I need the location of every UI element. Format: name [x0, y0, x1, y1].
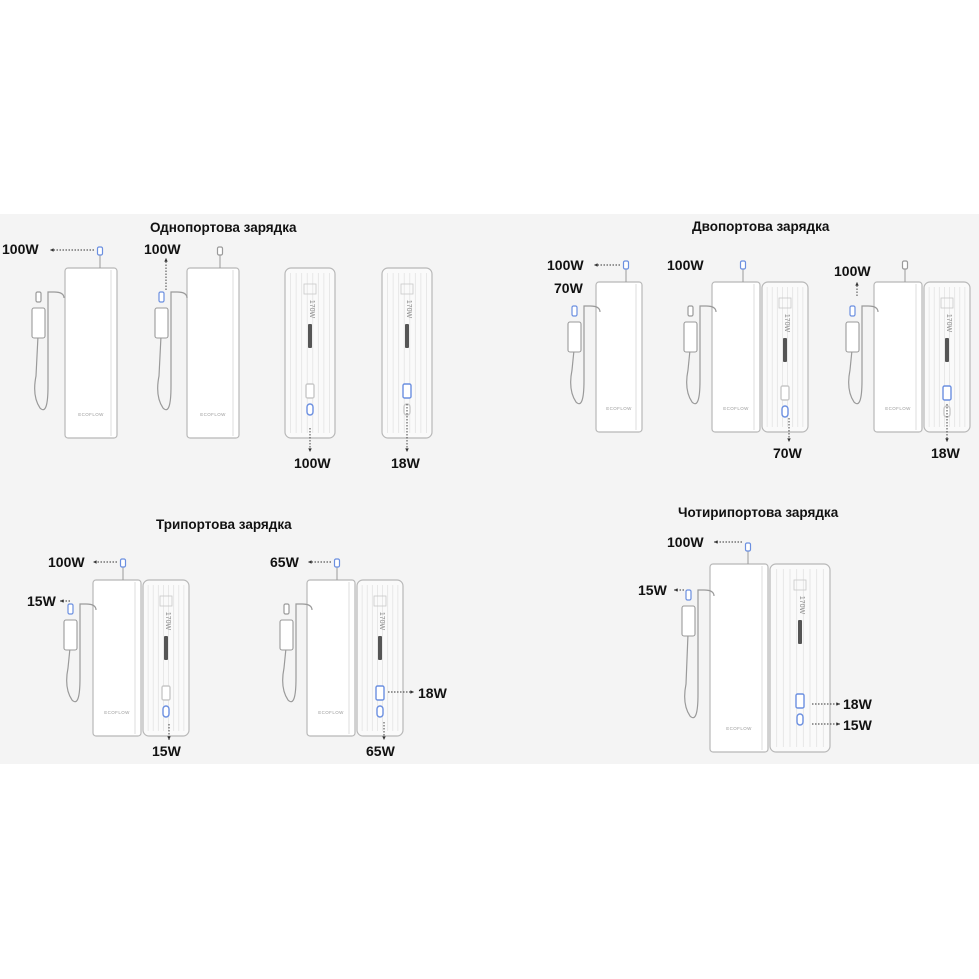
side-led-bar	[405, 324, 409, 348]
usb-a-port	[781, 386, 789, 400]
label-dual-3-side: 100W	[834, 263, 871, 279]
label-dual-2-bottom: 70W	[773, 445, 802, 461]
usb-a-port	[306, 384, 314, 398]
usb-c-port	[377, 706, 383, 717]
usb-a-port	[943, 386, 951, 400]
label-dual-2-top: 100W	[667, 257, 704, 273]
single-device-1	[32, 247, 117, 438]
pointer-arrowhead	[674, 588, 678, 591]
label-single-3-bottom: 100W	[294, 455, 331, 471]
side-wattage-mark: 170W	[308, 299, 315, 319]
triple-device-2	[280, 559, 403, 736]
ecoflow-logo: ECOFLOW	[726, 726, 752, 731]
side-wattage-mark: 170W	[378, 611, 385, 631]
side-led-bar	[798, 620, 802, 644]
pointer-arrowhead	[410, 690, 414, 693]
side-wattage-mark: 170W	[783, 313, 790, 333]
side-led-bar	[783, 338, 787, 362]
single-device-4	[382, 268, 432, 438]
pointer-arrowhead	[405, 448, 408, 452]
pointer-arrowhead	[308, 448, 311, 452]
label-triple-1-top: 100W	[48, 554, 85, 570]
side-cable-plug	[159, 292, 164, 302]
cable-connector	[280, 620, 293, 650]
ecoflow-logo: ECOFLOW	[318, 710, 344, 715]
single-device-2	[155, 247, 239, 438]
cable-connector	[846, 322, 859, 352]
top-cable-plug	[903, 261, 908, 269]
side-wattage-mark: 170W	[798, 595, 805, 615]
label-triple-1-bottom: 15W	[152, 743, 181, 759]
cable-connector	[568, 322, 581, 352]
pointer-arrowhead	[93, 560, 97, 563]
label-triple-2-top: 65W	[270, 554, 299, 570]
label-quad-right-lower: 15W	[843, 717, 872, 733]
label-single-4-bottom: 18W	[391, 455, 420, 471]
label-dual-1-top: 100W	[547, 257, 584, 273]
label-triple-1-side: 15W	[27, 593, 56, 609]
top-cable-plug	[121, 559, 126, 567]
cable-connector	[155, 308, 168, 338]
side-cable-plug	[850, 306, 855, 316]
pointer-arrowhead	[164, 258, 167, 262]
pointer-arrowhead	[594, 263, 598, 266]
pointer-arrowhead	[167, 736, 170, 740]
pointer-arrowhead	[60, 599, 64, 602]
ecoflow-logo: ECOFLOW	[723, 406, 749, 411]
pointer-arrowhead	[714, 540, 718, 543]
pointer-arrowhead	[50, 248, 54, 251]
usb-c-port	[797, 714, 803, 725]
cable-connector	[32, 308, 45, 338]
label-triple-2-right: 18W	[418, 685, 447, 701]
side-led-bar	[308, 324, 312, 348]
triple-device-1	[64, 559, 189, 736]
side-wattage-mark: 170W	[945, 313, 952, 333]
label-dual-3-bottom: 18W	[931, 445, 960, 461]
cable-connector	[684, 322, 697, 352]
ecoflow-logo: ECOFLOW	[200, 412, 226, 417]
section-title-quad: Чотирипортова зарядка	[678, 505, 839, 520]
side-led-bar	[945, 338, 949, 362]
label-quad-top: 100W	[667, 534, 704, 550]
top-cable-plug	[335, 559, 340, 567]
usb-a-port	[162, 686, 170, 700]
side-cable-plug	[572, 306, 577, 316]
label-single-2-side: 100W	[144, 241, 181, 257]
dual-device-1	[568, 261, 642, 432]
top-cable-plug	[624, 261, 629, 269]
pointer-arrowhead	[945, 438, 948, 442]
pointer-arrowhead	[787, 438, 790, 442]
power-bank-front	[710, 564, 768, 752]
ecoflow-logo: ECOFLOW	[104, 710, 130, 715]
label-triple-2-bottom: 65W	[366, 743, 395, 759]
top-cable-plug	[98, 247, 103, 255]
pointer-arrowhead	[836, 702, 840, 705]
section-title-dual: Двопортова зарядка	[692, 219, 830, 234]
cable-connector	[682, 606, 695, 636]
cable-connector	[64, 620, 77, 650]
usb-c-port	[163, 706, 169, 717]
single-device-3	[285, 268, 335, 438]
side-cable-plug	[68, 604, 73, 614]
top-cable-plug	[746, 543, 751, 551]
label-quad-side: 15W	[638, 582, 667, 598]
side-wattage-mark: 170W	[405, 299, 412, 319]
usb-c-port	[782, 406, 788, 417]
label-single-1-top: 100W	[2, 241, 39, 257]
label-dual-1-side: 70W	[554, 280, 583, 296]
usb-a-port	[796, 694, 804, 708]
ecoflow-logo: ECOFLOW	[78, 412, 104, 417]
dual-device-2	[684, 261, 808, 432]
top-cable-plug	[741, 261, 746, 269]
ecoflow-logo: ECOFLOW	[606, 406, 632, 411]
label-quad-right-upper: 18W	[843, 696, 872, 712]
usb-a-port	[376, 686, 384, 700]
side-led-bar	[164, 636, 168, 660]
section-title-triple: Трипортова зарядка	[156, 517, 292, 532]
pointer-arrowhead	[382, 736, 385, 740]
ecoflow-logo: ECOFLOW	[885, 406, 911, 411]
pointer-arrowhead	[836, 722, 840, 725]
side-cable-plug	[688, 306, 693, 316]
usb-c-port	[307, 404, 313, 415]
top-cable-plug	[218, 247, 223, 255]
dual-device-3	[846, 261, 970, 432]
quad-device	[682, 543, 830, 752]
pointer-arrowhead	[308, 560, 312, 563]
lanyard-cable	[67, 604, 96, 702]
side-cable-plug	[284, 604, 289, 614]
side-cable-plug	[36, 292, 41, 302]
side-led-bar	[378, 636, 382, 660]
pointer-arrowhead	[855, 282, 858, 286]
usb-a-port	[403, 384, 411, 398]
section-title-single: Однопортова зарядка	[150, 220, 297, 235]
side-wattage-mark: 170W	[164, 611, 171, 631]
side-cable-plug	[686, 590, 691, 600]
